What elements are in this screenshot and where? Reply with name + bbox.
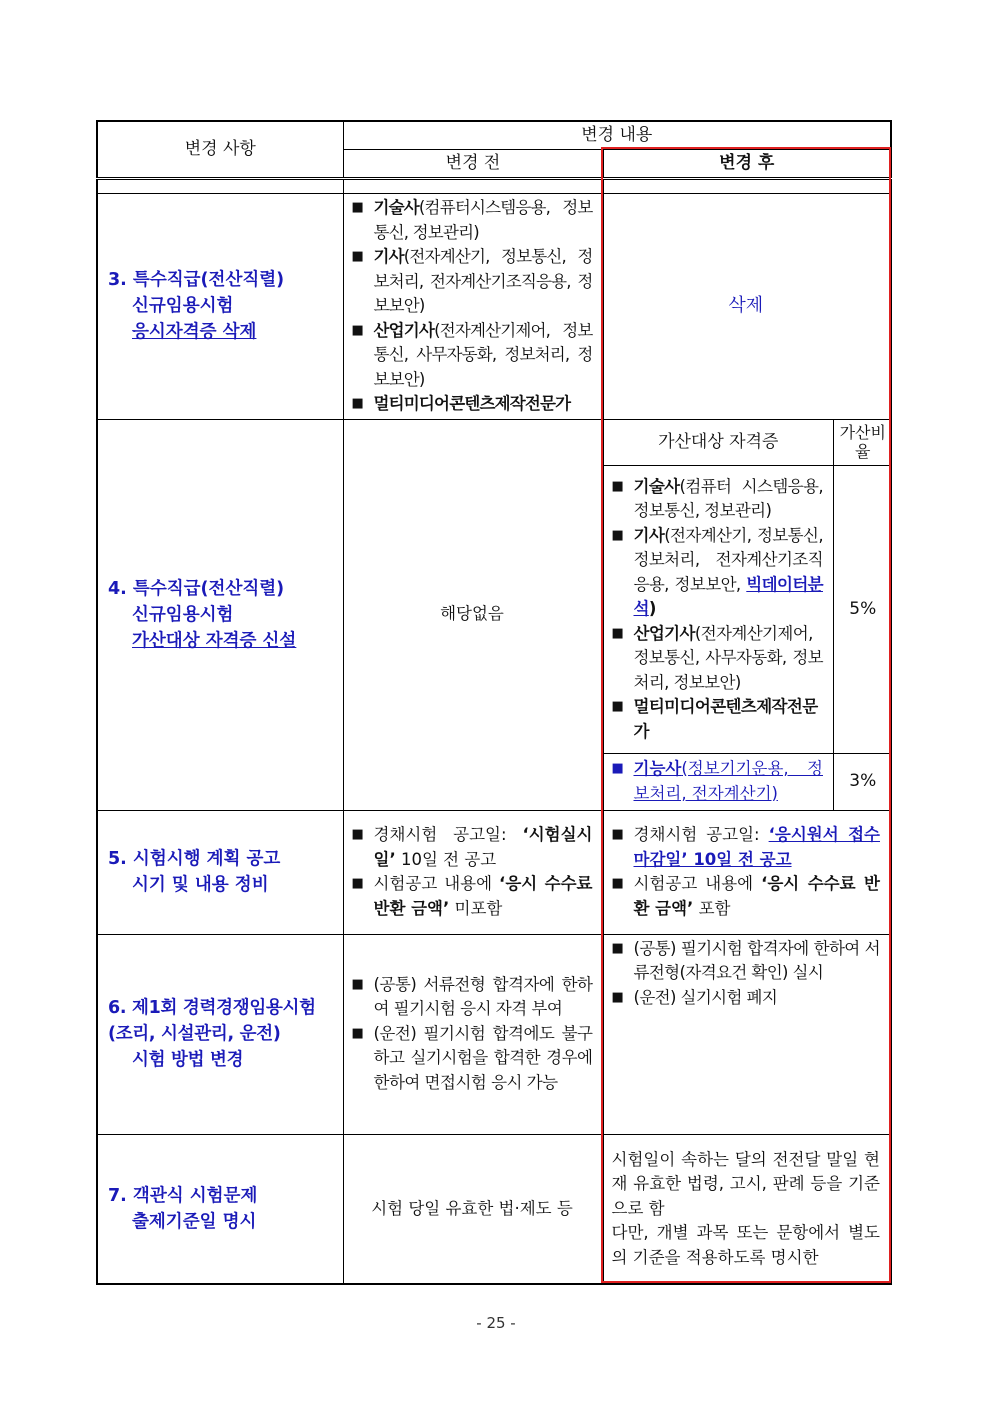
row-label: 4. 특수직급(전산직렬) 신규임용시험 가산대상 자격증 신설	[97, 419, 343, 810]
row-label: 7. 객관식 시험문제 출제기준일 명시	[97, 1134, 343, 1284]
spacer-row	[97, 179, 891, 194]
after-cell: 삭제	[603, 194, 891, 420]
list-item: ■ 기사(전자계산기, 정보통신, 정보처리, 전자계산기조직응용, 정보보안)	[352, 245, 593, 319]
list-item: ■ (공통) 필기시험 합격자에 한하여 서류전형(자격요건 확인) 실시	[612, 937, 881, 986]
row-label: 3. 특수직급(전산직렬) 신규임용시험 응시자격증 삭제	[97, 194, 343, 420]
document-table-container	[96, 120, 890, 1285]
bonus-ratio-a: 5%	[834, 466, 892, 754]
after-cell	[603, 810, 891, 934]
list-item: ■ 기능사(정보기기운용, 정보처리, 전자계산기)	[612, 757, 824, 806]
after-cell	[603, 419, 891, 810]
page-number: - 25 -	[476, 1314, 516, 1332]
list-item: ■ 시험공고 내용에 ‘응시 수수료 반환 금액’ 포함	[612, 872, 881, 921]
row-label: 6. 제1회 경력경쟁임용시험 (조리, 시설관리, 운전) 시험 방법 변경	[97, 934, 343, 1134]
header-after: 변경 후	[603, 150, 891, 179]
header-before: 변경 전	[343, 150, 603, 179]
list-item: ■ 기사(전자계산기, 정보통신, 정보처리, 전자계산기조직응용, 정보보안, 빅데이터분석)	[612, 524, 824, 622]
header-change-content: 변경 내용	[343, 121, 891, 150]
bonus-cert-table	[604, 420, 892, 810]
bonus-ratio-b: 3%	[834, 754, 892, 810]
list-item: ■ (운전) 필기시험 합격에도 불구하고 실기시험을 합격한 경우에 한하여 면접시험 응시 가능	[352, 1022, 593, 1096]
list-item: ■ 멀티미디어콘텐츠제작전문가	[612, 695, 824, 744]
list-item: ■ (공통) 서류전형 합격자에 한하여 필기시험 응시 자격 부여	[352, 973, 593, 1022]
before-cell: 해당없음	[343, 419, 603, 810]
table-row	[97, 934, 891, 1134]
list-item: ■ 기술사(컴퓨터시스템응용, 정보통신, 정보관리)	[352, 196, 593, 245]
list-item: ■ 시험공고 내용에 ‘응시 수수료 반환 금액’ 미포함	[352, 872, 593, 921]
bonus-header-ratio: 가산비율	[834, 420, 892, 466]
table-row	[97, 194, 891, 420]
before-cell: 시험 당일 유효한 법·제도 등	[343, 1134, 603, 1284]
list-item: ■ 기술사(컴퓨터 시스템응용, 정보통신, 정보관리)	[612, 475, 824, 524]
header-change-item: 변경 사항	[97, 121, 343, 179]
bonus-header-cert: 가산대상 자격증	[604, 420, 834, 466]
list-item: ■ 경채시험 공고일: ‘시험실시일’ 10일 전 공고	[352, 823, 593, 872]
after-cell	[603, 934, 891, 1134]
table-row	[97, 419, 891, 810]
list-item: ■ 멀티미디어콘텐츠제작전문가	[352, 392, 593, 417]
change-table	[96, 120, 892, 1285]
list-item: ■ 산업기사(전자계산기제어, 정보통신, 사무자동화, 정보처리, 정보보안)	[352, 319, 593, 393]
before-cell	[343, 934, 603, 1134]
bonus-cert-list-b	[604, 754, 834, 810]
list-item: ■ 산업기사(전자계산기제어, 정보통신, 사무자동화, 정보처리, 정보보안)	[612, 622, 824, 696]
before-cell	[343, 810, 603, 934]
table-row	[97, 810, 891, 934]
bonus-cert-list	[604, 466, 834, 754]
row-label: 5. 시험시행 계획 공고 시기 및 내용 정비	[97, 810, 343, 934]
list-item: ■ 경채시험 공고일: ‘응시원서 접수 마감일’ 10일 전 공고	[612, 823, 881, 872]
table-row	[97, 1134, 891, 1284]
before-cell	[343, 194, 603, 420]
after-cell: 시험일이 속하는 달의 전전달 말일 현재 유효한 법령, 고시, 판례 등을 기준으로 함 다만, 개별 과목 또는 문항에서 별도의 기준을 적용하도록 명시한	[603, 1134, 891, 1284]
list-item: ■ (운전) 실기시험 폐지	[612, 986, 881, 1011]
